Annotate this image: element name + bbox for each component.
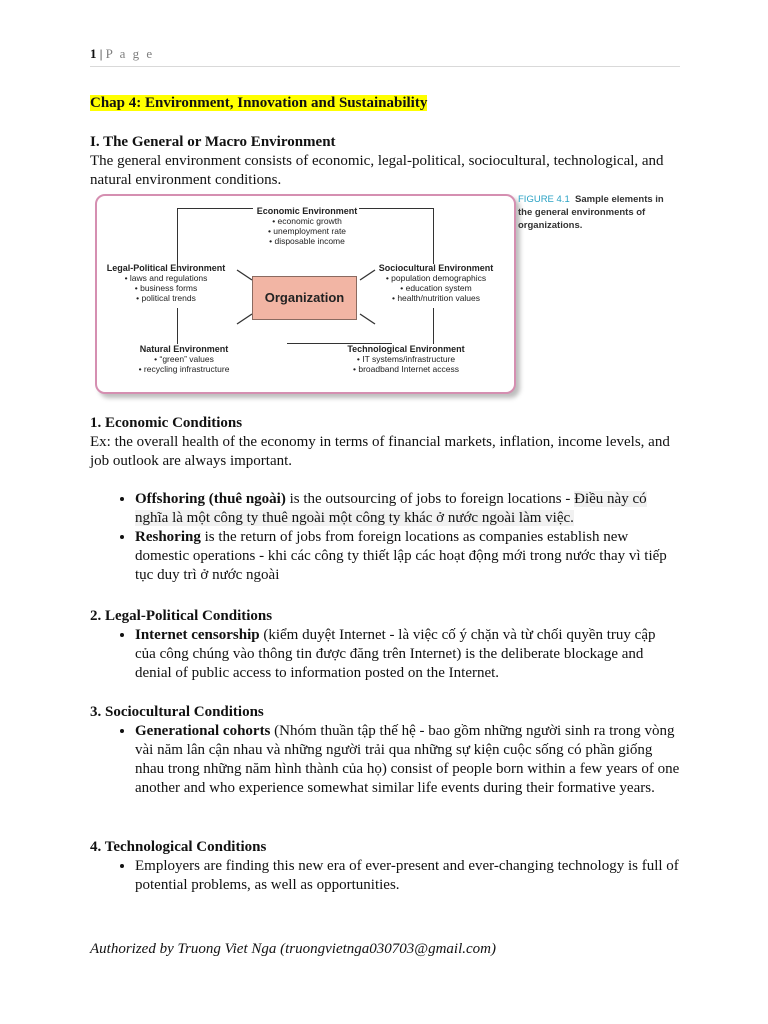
offshoring-text: is the outsourcing of jobs to foreign locations -	[285, 491, 575, 507]
list-item	[135, 626, 680, 683]
page-separator: |	[96, 46, 106, 61]
list-item: • Employers are finding this new era of ever-present and ever-changing technology is full of potential problems, as well as opportunities.	[135, 857, 680, 895]
footer-author: Authorized by Truong Viet Nga (truongvietnga030703@gmail.com)	[90, 941, 496, 957]
page-header	[90, 46, 680, 67]
sociocultural-environment-block	[373, 263, 499, 303]
internet-censorship-term: Internet censorship	[135, 627, 260, 643]
generational-cohorts-term: Generational cohorts	[135, 723, 271, 739]
legal-political-conditions-heading: 2. Legal-Political Conditions	[90, 608, 273, 624]
technological-environment-title: Technological Environment	[347, 344, 465, 354]
chapter-title-block	[90, 94, 680, 113]
page-number: 1	[90, 46, 97, 61]
list-item	[135, 722, 680, 798]
offshoring-term: Offshoring (thuê ngoài)	[135, 491, 286, 507]
internet-censorship-text: (kiểm duyệt Internet - là việc cố ý chặn và từ chối quyền truy cập của công chúng vào thông tin được đăng trên Internet) is the deliberate blockage and denial of public access to information posted on the Internet.	[135, 627, 656, 681]
reshoring-text: is the return of jobs from foreign locations as companies establish new domestic operations - khi các công ty thiết lập các hoạt động mới trong nước thay vì tiếp tục duy trì ở nước ngoài	[135, 529, 667, 583]
natural-item: • recycling infrastructure	[138, 364, 230, 374]
technological-item: • broadband Internet access	[353, 364, 459, 374]
economic-item: • economic growth	[272, 216, 342, 226]
list-item	[135, 490, 680, 528]
natural-environment-block	[125, 344, 243, 374]
economic-item: • unemployment rate	[267, 226, 347, 236]
economic-bullet-list	[90, 490, 680, 585]
economic-environment-title: Economic Environment	[256, 206, 358, 216]
legal-item: • laws and regulations	[124, 273, 208, 283]
arrow-line	[360, 314, 375, 324]
sociocultural-item: • education system	[400, 283, 472, 293]
list-item	[135, 528, 680, 585]
legal-bullet-list	[90, 626, 680, 683]
chapter-title: Chap 4: Environment, Innovation and Sustainability	[90, 95, 428, 111]
general-environment-text: The general environment consists of economic, legal-political, sociocultural, technological, and natural environment conditions.	[90, 153, 664, 188]
legal-political-environment-title: Legal-Political Environment	[106, 263, 226, 273]
economic-conditions-heading: 1. Economic Conditions	[90, 415, 243, 431]
figure-caption	[518, 193, 678, 232]
organization-box: Organization	[252, 276, 357, 320]
legal-political-conditions-section	[90, 607, 680, 683]
technological-conditions-heading: 4. Technological Conditions	[90, 839, 267, 855]
economic-conditions-section	[90, 414, 680, 585]
figure-caption-text: Sample elements in the general environments of organizations.	[518, 194, 664, 231]
legal-item: • political trends	[136, 293, 196, 303]
natural-environment-title: Natural Environment	[139, 344, 229, 354]
sociocultural-item: • population demographics	[385, 273, 487, 283]
sociocultural-bullet-list	[90, 722, 680, 798]
generational-cohorts-text: (Nhóm thuần tập thế hệ - bao gồm những người sinh ra trong vòng vài năm lân cận nhau và những người trải qua những sự kiện cuộc sống có phần giống nhau trong những năm hình thành của họ) consist of people born within a few years of one another and who experience somewhat similar life events during their formative years.	[135, 723, 680, 796]
technological-item: • IT systems/infrastructure	[356, 354, 456, 364]
legal-political-environment-block	[103, 263, 229, 303]
economic-environment-block	[242, 206, 372, 246]
technological-environment-block	[342, 344, 470, 374]
sociocultural-environment-title: Sociocultural Environment	[378, 263, 494, 273]
general-environment-section	[90, 133, 680, 190]
arrow-line	[237, 314, 252, 324]
environment-figure	[95, 194, 516, 394]
legal-item: • business forms	[134, 283, 198, 293]
economic-item: • disposable income	[269, 236, 345, 246]
natural-item: • “green” values	[154, 354, 214, 364]
offshoring-vietnamese: Điều này có nghĩa là một công ty thuê ngoài một công ty khác ở nước ngoài làm việc.	[135, 491, 647, 526]
general-environment-heading: I. The General or Macro Environment	[90, 134, 336, 150]
technological-conditions-section	[90, 838, 680, 895]
figure-number: FIGURE 4.1	[518, 194, 570, 205]
reshoring-term: Reshoring	[135, 529, 201, 545]
sociocultural-conditions-heading: 3. Sociocultural Conditions	[90, 704, 264, 720]
sociocultural-item: • health/nutrition values	[391, 293, 481, 303]
technological-bullet-list	[90, 857, 680, 895]
arrow-line	[237, 270, 252, 280]
economic-conditions-text: Ex: the overall health of the economy in terms of financial markets, inflation, income levels, and job outlook are always important.	[90, 434, 670, 469]
page-label: P a g e	[105, 46, 155, 61]
sociocultural-conditions-section	[90, 703, 680, 798]
